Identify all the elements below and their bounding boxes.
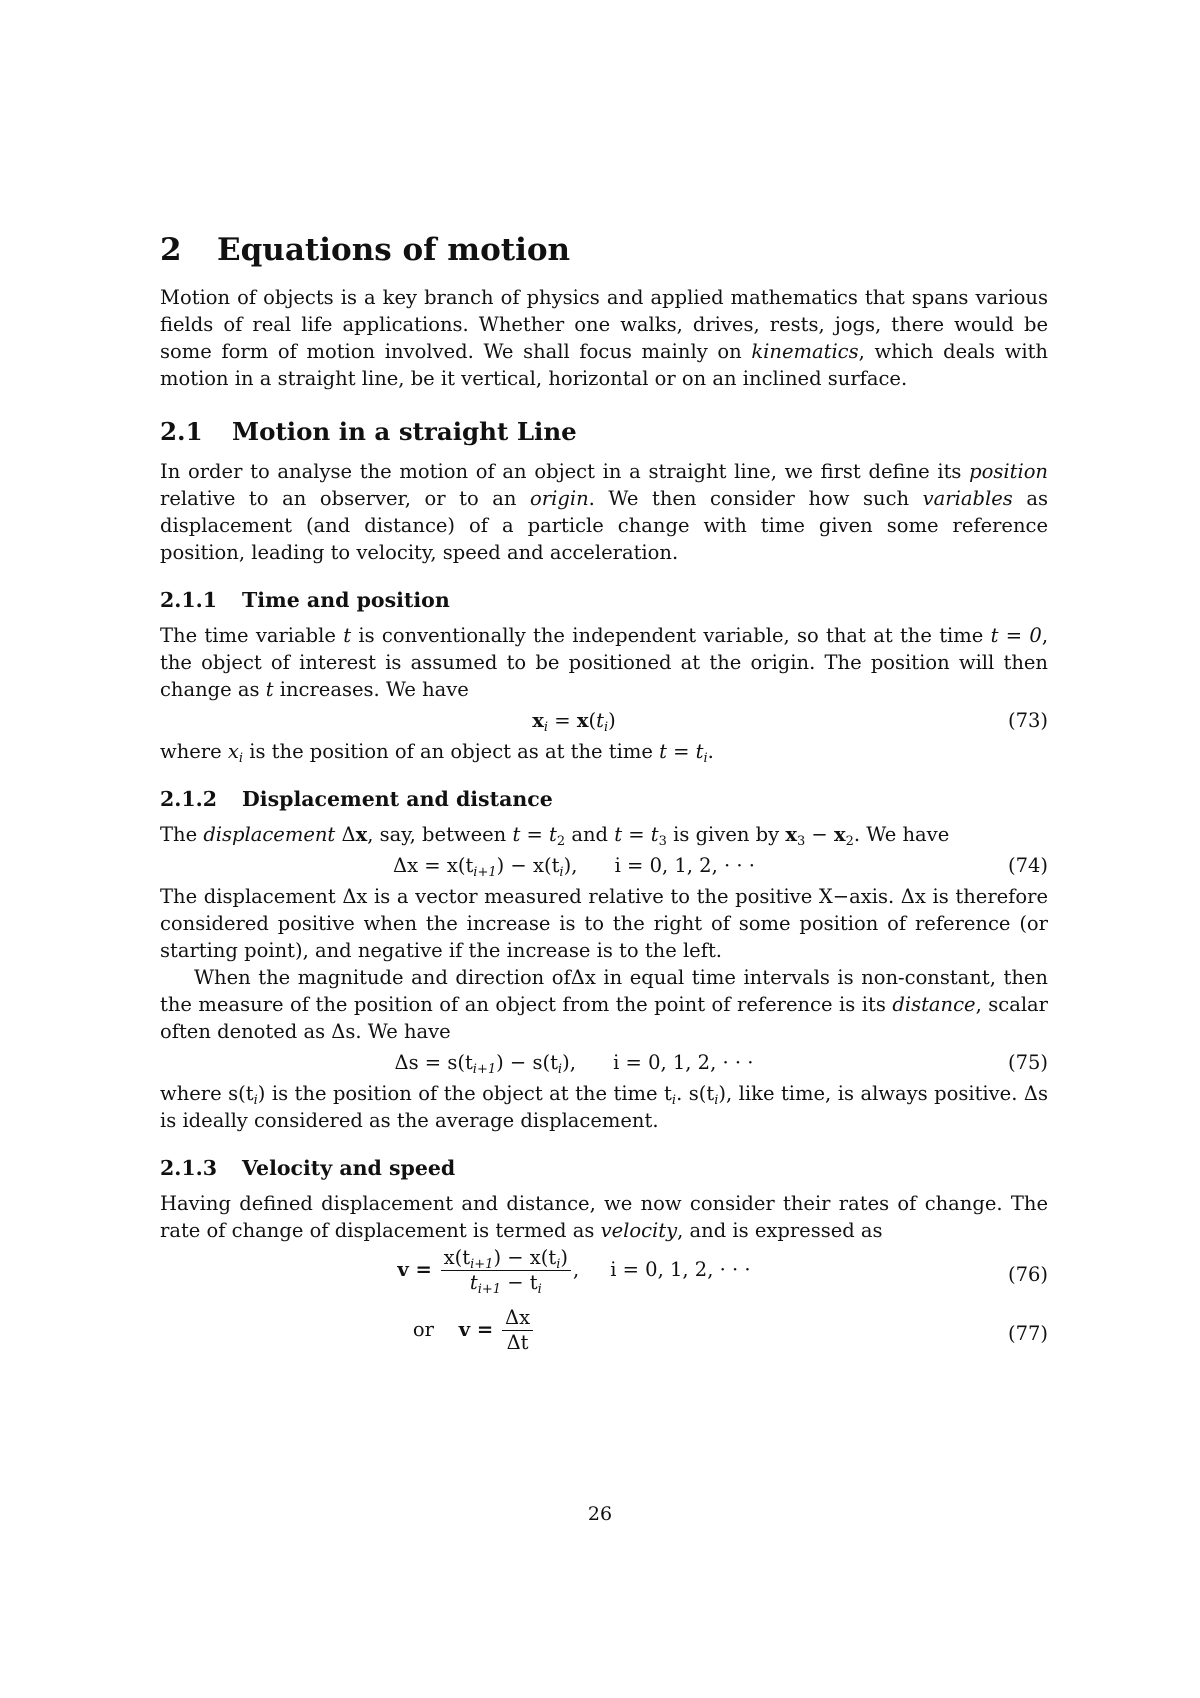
section-heading	[160, 230, 1048, 270]
text-run: increases. We have	[273, 678, 469, 701]
sub-intro-text-d: as displacement (and distance) of a particle change with time given some reference position, leading to velocity, speed and acceleration.	[160, 487, 1048, 564]
fraction	[502, 1306, 533, 1355]
subsubsection-heading-displacement	[160, 785, 1048, 813]
math-op: =	[548, 709, 577, 732]
math-bold: x	[355, 823, 368, 846]
equation-74	[160, 848, 1048, 883]
subsubsection-title: Velocity and speed	[242, 1156, 456, 1180]
math-sub: i+1	[477, 1282, 502, 1297]
math-var: t	[596, 709, 604, 732]
displacement-paragraph-2: The displacement Δx is a vector measured relative to the positive X−axis. Δx is therefore considered positive when the increase is to the right of some position of reference (or starting point), and negative if the increase is to the left.	[160, 885, 1048, 962]
time-position-paragraph-2	[160, 738, 1048, 765]
denominator	[441, 1271, 571, 1295]
math-op: )	[608, 709, 616, 732]
sub-intro-position: position	[969, 460, 1048, 483]
term-velocity: velocity	[600, 1219, 678, 1242]
term-distance: distance	[892, 993, 976, 1016]
math-bold: x	[532, 709, 544, 732]
subsection-heading	[160, 416, 1048, 448]
math-sub: 3	[796, 834, 806, 849]
math-text: Δs = s(t	[394, 1051, 473, 1074]
subsubsection-title: Displacement and distance	[242, 787, 553, 811]
math-text: ), i = 0, 1, 2, · · ·	[563, 854, 755, 877]
math-sub: i	[703, 751, 708, 766]
equation-73	[160, 703, 1048, 738]
math-lhs: v =	[458, 1318, 500, 1341]
sub-intro-origin: origin	[530, 487, 589, 510]
math-text: ) − x(t	[493, 1246, 557, 1269]
text-run: , say, between	[367, 823, 513, 846]
math-text: , i = 0, 1, 2, · · ·	[573, 1258, 751, 1281]
text-run: The time variable	[160, 624, 344, 647]
text-run: , the object of interest is assumed to be positioned at the origin. The position will then change as	[160, 624, 1049, 701]
text-run: where s(t	[160, 1082, 254, 1105]
term-displacement: displacement	[203, 823, 336, 846]
equation-number: (77)	[1007, 1322, 1048, 1345]
math-sub: i+1	[472, 1062, 497, 1077]
section-number: 2	[160, 232, 182, 268]
math-sub: 3	[658, 834, 667, 849]
numerator	[441, 1246, 571, 1271]
math-sub: i	[557, 1062, 563, 1077]
math-sub: i	[603, 720, 609, 735]
equation-body	[160, 1306, 788, 1355]
numerator: Δx	[502, 1306, 533, 1331]
math-text: ), i = 0, 1, 2, · · ·	[562, 1051, 754, 1074]
text-run: , scalar often denoted as Δs. We have	[160, 993, 1049, 1043]
subsection-number: 2.1	[160, 417, 203, 446]
subsection-title: Motion in a straight Line	[232, 417, 577, 446]
denominator: Δt	[506, 1331, 529, 1354]
sub-intro-text-a: In order to analyse the motion of an object in a straight line, we first define its	[160, 460, 970, 483]
intro-text-a: Motion of objects is a key branch of physics and applied mathematics that spans various fields of real life applications. Whether one walks, drives, rests, jogs, there would be some form of motion involved. We shall focus mainly on	[160, 286, 1048, 363]
distance-paragraph-2	[160, 1080, 1048, 1134]
math-sub: i+1	[473, 865, 497, 880]
fraction	[441, 1246, 571, 1295]
equation-body	[160, 1049, 988, 1076]
subsubsection-heading-time-position	[160, 586, 1048, 614]
math-sub: i	[671, 1093, 677, 1108]
subsubsection-heading-velocity	[160, 1154, 1048, 1182]
math-var: t	[265, 678, 274, 701]
time-position-paragraph	[160, 622, 1048, 703]
equation-75	[160, 1045, 1048, 1080]
sub-intro-text-c: . We then consider how such	[588, 487, 923, 510]
math-var: t	[343, 624, 352, 647]
math-sub: 2	[556, 834, 566, 849]
subsubsection-number: 2.1.3	[160, 1156, 218, 1180]
text-run: is given by	[666, 823, 786, 846]
math-sub: i+1	[470, 1257, 494, 1272]
math-text: ) − s(t	[496, 1051, 558, 1074]
math-var: x	[227, 740, 239, 763]
text-run: Δ	[335, 823, 356, 846]
subsubsection-number: 2.1.1	[160, 588, 218, 612]
displacement-paragraph	[160, 821, 1048, 848]
text-run: . s(t	[676, 1082, 715, 1105]
text-run: and	[565, 823, 615, 846]
equation-body	[160, 852, 988, 879]
math-text: − t	[501, 1271, 538, 1294]
section-title: Equations of motion	[217, 232, 571, 268]
text-run: .	[707, 740, 714, 763]
math-var: t	[469, 1271, 478, 1294]
text-run: Having defined displacement and distance, we now consider their rates of change. The rate of change of displacement is termed as	[160, 1192, 1048, 1242]
text-run: ), like time, is always positive. Δs is ideally considered as the average displacement.	[160, 1082, 1048, 1132]
equation-body	[160, 707, 988, 734]
text-run: . We have	[853, 823, 950, 846]
equation-body	[160, 1246, 988, 1295]
intro-kinematics: kinematics	[751, 340, 859, 363]
math-text: Δx = x(t	[393, 854, 474, 877]
math-bold: x	[576, 709, 589, 732]
intro-text-b: , which deals with motion in a straight line, be it vertical, horizontal or on an inclined surface.	[160, 340, 1048, 390]
math-sub: i	[543, 720, 549, 735]
sub-intro-variables: variables	[922, 487, 1013, 510]
math-op: (	[588, 709, 597, 732]
math-text-or: or	[412, 1318, 434, 1341]
math-text: )	[560, 1246, 569, 1269]
page-number: 26	[587, 1503, 613, 1525]
math-bold: x	[785, 823, 797, 846]
math-sub: i	[238, 751, 244, 766]
math-sub: i	[714, 1093, 719, 1108]
text-run: ) is the position of the object at the time t	[257, 1082, 672, 1105]
subsubsection-number: 2.1.2	[160, 787, 218, 811]
equation-number: (75)	[1007, 1051, 1048, 1074]
distance-paragraph	[160, 964, 1048, 1045]
math-expr: t = t	[659, 740, 704, 763]
math-expr: t = 0	[990, 624, 1042, 647]
subsubsection-title: Time and position	[242, 588, 450, 612]
math-op: −	[805, 823, 834, 846]
math-expr: t = t	[512, 823, 557, 846]
page-content	[160, 230, 1048, 1362]
text-run: is conventionally the independent variable, so that at the time	[351, 624, 991, 647]
text-run: , and is expressed as	[677, 1219, 883, 1242]
math-sub: i	[556, 1257, 561, 1272]
math-expr: t = t	[614, 823, 659, 846]
math-bold: x	[833, 823, 846, 846]
text-run: The	[160, 823, 204, 846]
math-lhs: v =	[397, 1258, 439, 1281]
math-sub: i	[253, 1093, 258, 1108]
sub-intro-text-b: relative to an observer, or to an	[160, 487, 531, 510]
equation-number: (74)	[1007, 854, 1048, 877]
math-sub: i	[537, 1282, 542, 1297]
math-text: ) − x(t	[496, 854, 560, 877]
text-run: is the position of an object as at the time	[243, 740, 660, 763]
equation-number: (76)	[1007, 1263, 1048, 1286]
text-run: where	[160, 740, 228, 763]
equation-76	[160, 1244, 1048, 1306]
intro-paragraph	[160, 284, 1048, 392]
velocity-paragraph	[160, 1190, 1048, 1244]
text-run: When the magnitude and direction ofΔx in equal time intervals is non-constant, then the measure of the position of an object from the point of reference is its	[160, 966, 1048, 1016]
equation-77	[160, 1306, 1048, 1362]
math-sub: i	[559, 865, 564, 880]
equation-number: (73)	[1007, 709, 1048, 732]
math-text: x(t	[443, 1246, 471, 1269]
math-sub: 2	[845, 834, 854, 849]
subsection-intro-paragraph	[160, 458, 1048, 566]
